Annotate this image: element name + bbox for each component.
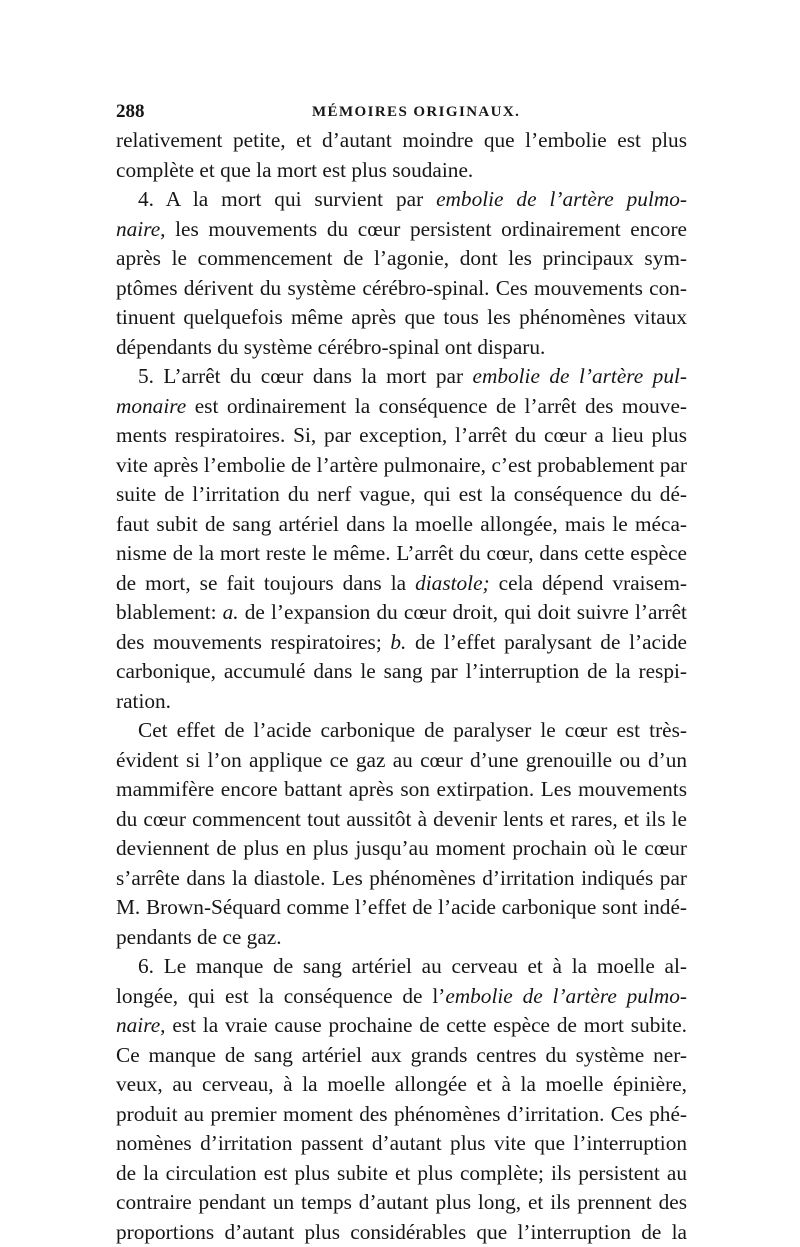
text-line: [116, 569, 687, 599]
italic-text-segment: naire,: [116, 1013, 166, 1037]
text-line: [116, 893, 687, 923]
text-line: [116, 1218, 687, 1247]
text-line: [116, 952, 687, 982]
text-line: [116, 1100, 687, 1130]
text-segment: cela dépend vraisem-: [490, 571, 687, 595]
text-line: [116, 539, 687, 569]
text-line: [116, 775, 687, 805]
text-segment: de l’effet paralysant de l’acide: [406, 630, 687, 654]
text-segment: évident si l’on applique ce gaz au cœur d’une grenouille ou d’un: [116, 748, 687, 772]
text-segment: 6. Le manque de sang artériel au cerveau et à la moelle al-: [138, 954, 687, 978]
text-segment: après le commencement de l’agonie, dont les principaux sym-: [116, 246, 687, 270]
text-segment: suite de l’irritation du nerf vague, qui est la conséquence du dé-: [116, 482, 687, 506]
text-segment: faut subit de sang artériel dans la moelle allongée, mais le méca-: [116, 512, 687, 536]
text-line: [116, 1159, 687, 1189]
text-segment: M. Brown-Séquard comme l’effet de l’acide carbonique sont indé-: [116, 895, 687, 919]
text-segment: ments respiratoires. Si, par exception, l’arrêt du cœur a lieu plus: [116, 423, 687, 447]
text-segment: de mort, se fait toujours dans la: [116, 571, 415, 595]
italic-text-segment: embolie de l’artère pulmo-: [445, 984, 687, 1008]
text-line: [116, 392, 687, 422]
text-line: [116, 244, 687, 274]
text-line: [116, 1070, 687, 1100]
text-segment: produit au premier moment des phénomènes d’irritation. Ces phé-: [116, 1102, 687, 1126]
page-header: [116, 100, 687, 124]
text-line: [116, 923, 687, 953]
text-segment: nisme de la mort reste le même. L’arrêt du cœur, dans cette espèce: [116, 541, 687, 565]
page-number: 288: [116, 100, 145, 124]
italic-text-segment: embolie de l’artère pulmo-: [436, 187, 687, 211]
text-segment: Ce manque de sang artériel aux grands centres du système ner-: [116, 1043, 687, 1067]
text-segment: pendants de ce gaz.: [116, 925, 282, 949]
text-segment: du cœur commencent tout aussitôt à devenir lents et rares, et ils le: [116, 807, 687, 831]
text-line: [116, 657, 687, 687]
text-segment: longée, qui est la conséquence de l’: [116, 984, 445, 1008]
text-line: [116, 746, 687, 776]
text-line: [116, 716, 687, 746]
text-line: [116, 864, 687, 894]
text-segment: relativement petite, et d’autant moindre que l’embolie est plus: [116, 128, 687, 152]
text-segment: 4. A la mort qui survient par: [138, 187, 436, 211]
text-line: [116, 1011, 687, 1041]
text-line: [116, 982, 687, 1012]
text-segment: contraire pendant un temps d’autant plus long, et ils prennent des: [116, 1190, 687, 1214]
text-segment: de l’expansion du cœur droit, qui doit suivre l’arrêt: [239, 600, 687, 624]
text-segment: nomènes d’irritation passent d’autant plus vite que l’interruption: [116, 1131, 687, 1155]
text-line: [116, 126, 687, 156]
text-line: [116, 1188, 687, 1218]
text-segment: Cet effet de l’acide carbonique de paralyser le cœur est très-: [138, 718, 687, 742]
italic-text-segment: embolie de l’artère pul-: [473, 364, 687, 388]
text-segment: ration.: [116, 689, 171, 713]
text-line: [116, 451, 687, 481]
body-text: [116, 126, 687, 1247]
text-segment: est la vraie cause prochaine de cette espèce de mort subite.: [166, 1013, 688, 1037]
text-line: [116, 362, 687, 392]
text-line: [116, 1129, 687, 1159]
text-segment: ptômes dérivent du système cérébro-spinal. Ces mouvements con-: [116, 276, 687, 300]
text-segment: est ordinairement la conséquence de l’arrêt des mouve-: [186, 394, 687, 418]
text-segment: tinuent quelquefois même après que tous les phénomènes vitaux: [116, 305, 687, 329]
text-line: [116, 156, 687, 186]
text-segment: des mouvements respiratoires;: [116, 630, 390, 654]
text-segment: carbonique, accumulé dans le sang par l’interruption de la respi-: [116, 659, 687, 683]
text-line: [116, 421, 687, 451]
text-line: [116, 1041, 687, 1071]
text-segment: mammifère encore battant après son extirpation. Les mouvements: [116, 777, 687, 801]
italic-text-segment: a.: [223, 600, 239, 624]
text-line: [116, 333, 687, 363]
italic-text-segment: b.: [390, 630, 406, 654]
text-segment: dépendants du système cérébro-spinal ont disparu.: [116, 335, 545, 359]
text-segment: deviennent de plus en plus jusqu’au moment prochain où le cœur: [116, 836, 687, 860]
text-line: [116, 274, 687, 304]
text-line: [116, 480, 687, 510]
text-segment: 5. L’arrêt du cœur dans la mort par: [138, 364, 473, 388]
text-line: [116, 510, 687, 540]
text-line: [116, 628, 687, 658]
text-line: [116, 215, 687, 245]
text-line: [116, 687, 687, 717]
text-line: [116, 303, 687, 333]
text-segment: de la circulation est plus subite et plus complète; ils persistent au: [116, 1161, 687, 1185]
italic-text-segment: diastole;: [415, 571, 490, 595]
text-line: [116, 805, 687, 835]
text-line: [116, 185, 687, 215]
italic-text-segment: naire,: [116, 217, 166, 241]
text-segment: s’arrête dans la diastole. Les phénomènes d’irritation indiqués par: [116, 866, 687, 890]
text-line: [116, 834, 687, 864]
text-segment: proportions d’autant plus considérables que l’interruption de la: [116, 1220, 687, 1244]
text-segment: veux, au cerveau, à la moelle allongée et à la moelle épinière,: [116, 1072, 687, 1096]
text-segment: les mouvements du cœur persistent ordinairement encore: [166, 217, 688, 241]
text-segment: vite après l’embolie de l’artère pulmonaire, c’est probablement par: [116, 453, 687, 477]
italic-text-segment: monaire: [116, 394, 186, 418]
text-segment: complète et que la mort est plus soudaine.: [116, 158, 473, 182]
text-line: [116, 598, 687, 628]
text-segment: blablement:: [116, 600, 223, 624]
running-head: MÉMOIRES ORIGINAUX.: [312, 100, 520, 124]
